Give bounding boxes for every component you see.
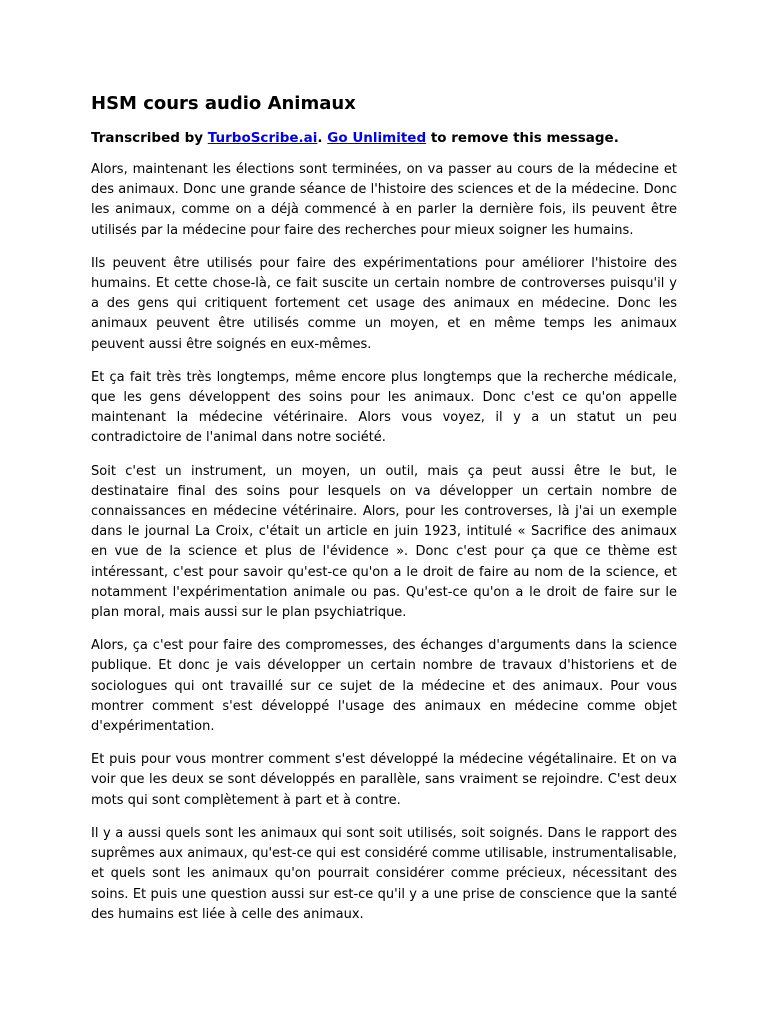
banner-separator: . bbox=[317, 130, 328, 146]
paragraph: Ils peuvent être utilisés pour faire des expérimentations pour améliorer l'histoire des humains. Et cette chose-là, ce fait suscite un certain nombre de controverses puisqu'il y a des gens qui critiquent fortement cet usage des animaux en médecine. Donc les animaux peuvent être utilisés comme un moyen, et en même temps les animaux peuvent aussi être soignés en eux-mêmes. bbox=[91, 255, 677, 352]
paragraph: Il y a aussi quels sont les animaux qui sont soit utilisés, soit soignés. Dans le rapport des suprêmes aux animaux, qu'est-ce qui est considéré comme utilisable, instrumentalisable, et quels sont les animaux qu'on pourrait considérer comme précieux, nécessitant des soins. Et puis une question aussi sur est-ce qu'il y a une prise de conscience que la santé des humains est liée à celle des animaux. bbox=[91, 825, 677, 922]
paragraph: Alors, maintenant les élections sont terminées, on va passer au cours de la médecine et des animaux. Donc une grande séance de l'histoire des sciences et de la médecine. Donc les animaux, comme on a déjà commencé à en parler la dernière fois, ils peuvent être utilisés par la médecine pour faire des recherches pour mieux soigner les humains. bbox=[91, 162, 677, 238]
banner-prefix: Transcribed by bbox=[91, 130, 208, 146]
banner-suffix: to remove this message. bbox=[426, 130, 619, 146]
paragraph: Et puis pour vous montrer comment s'est développé la médecine végétalinaire. Et on va voir que les deux se sont développés en parallèle, sans vraiment se rejoindre. C'est deux mots qui sont complètement à part et à contre. bbox=[91, 752, 677, 808]
paragraph: Alors, ça c'est pour faire des compromesses, des échanges d'arguments dans la science publique. Et donc je vais développer un certain nombre de travaux d'historiens et de sociologues qui ont travaillé sur ce sujet de la médecine et des animaux. Pour vous montrer comment s'est développé l'usage des animaux en médecine comme objet d'expérimentation. bbox=[91, 638, 677, 735]
go-unlimited-link[interactable]: Go Unlimited bbox=[327, 130, 427, 146]
document-page bbox=[91, 92, 677, 925]
turboscribe-link[interactable]: TurboScribe.ai bbox=[207, 130, 318, 146]
transcription-banner bbox=[91, 128, 677, 148]
paragraph: Et ça fait très très longtemps, même encore plus longtemps que la recherche médicale, que les gens développent des soins pour les animaux. Donc c'est ce qu'on appelle maintenant la médecine vétérinaire. Alors vous voyez, il y a un statut un peu contradictoire de l'animal dans notre société. bbox=[91, 369, 677, 446]
document-title: HSM cours audio Animaux bbox=[91, 93, 356, 114]
paragraph: Soit c'est un instrument, un moyen, un outil, mais ça peut aussi être le but, le destinataire final des soins pour lesquels on va développer un certain nombre de connaissances en médecine vétérinaire. Alors, pour les controverses, là j'ai un exemple dans le journal La Croix, c'était un article en juin 1923, intitulé « Sacrifice des animaux en vue de la science et plus de l'évidence ». Donc c'est pour ça que ce thème est intéressant, c'est pour savoir qu'est-ce qu'on a le droit de faire au nom de la science, et notamment l'expérimentation animale ou pas. Qu'est-ce qu'on a le droit de faire sur le plan moral, mais aussi sur le plan psychiatrique. bbox=[91, 463, 677, 621]
